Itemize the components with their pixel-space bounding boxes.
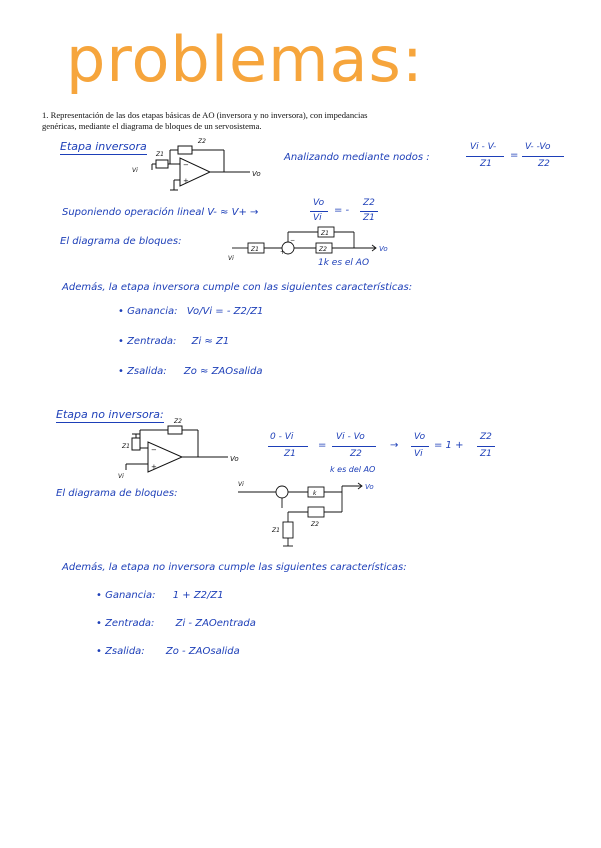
inverting-block-note: 1k es el AO: [318, 258, 370, 268]
ni-eq-den4: Z1: [480, 449, 492, 459]
block-z1-text: Z1: [251, 246, 259, 253]
noninverting-also: Además, la etapa no inversora cumple las siguientes características:: [62, 562, 407, 573]
node-analysis-label: Analizando mediante nodos :: [284, 152, 430, 163]
inv-feature-2-value: Zi ≈ Z1: [191, 336, 230, 347]
block-vi: Vi: [228, 255, 234, 262]
feature-bullet: •: [118, 306, 128, 317]
z2-label: Z2: [174, 418, 182, 425]
ni-feature-1-label: Ganancia:: [105, 590, 156, 601]
block-vo: Vo: [365, 483, 374, 491]
noninverting-block-diagram: [232, 472, 392, 554]
ni-eq-num-left: 0 - Vi: [270, 432, 294, 442]
ni-feature-3-value: Zo - ZAOsalida: [165, 646, 240, 657]
plus-sign: +: [183, 177, 189, 185]
ni-eq-num-right: Vi - Vo: [336, 432, 365, 442]
noninverting-circuit: [118, 418, 258, 480]
ni-eq-bar4: [477, 446, 495, 447]
ni-eq-den3: Vi: [414, 449, 423, 459]
inverting-circuit: [132, 138, 280, 198]
inv-feature-1-label: Ganancia:: [127, 306, 178, 317]
ni-eq-rest: = 1 +: [434, 440, 464, 451]
z2-resistor: [178, 146, 192, 154]
inverting-block-diagram: [226, 220, 396, 272]
ni-eq-bar-right: [332, 446, 376, 447]
z1-label: Z1: [122, 443, 130, 450]
ni-eq-num3: Vo: [414, 432, 426, 442]
z1-label: Z1: [156, 151, 164, 158]
noninverting-block-note: k es del AO: [330, 465, 376, 474]
block-z2: [308, 507, 324, 517]
z1-resistor: [132, 438, 140, 450]
gain-eq-bar2: [360, 211, 378, 212]
sum-minus: −: [290, 237, 296, 244]
page-title: problemas:: [66, 23, 424, 96]
ni-feature-1: [96, 590, 224, 601]
ni-eq-den-right: Z2: [350, 449, 362, 459]
feature-bullet: •: [96, 618, 106, 629]
ni-eq-arrow: →: [390, 440, 399, 451]
summing-junction: [276, 486, 288, 498]
problem-statement-line1: 1. Representación de las dos etapas básicas de AO (inversora y no inversora), con impedancias: [42, 110, 368, 120]
gain-eq-bar: [310, 211, 328, 212]
ni-feature-2-label: Zentrada:: [105, 618, 155, 629]
inv-feature-1: [118, 306, 263, 317]
minus-sign: −: [183, 161, 189, 169]
gain-eq-den2: Z1: [363, 213, 375, 223]
feature-bullet: •: [96, 590, 106, 601]
ni-feature-2: [96, 618, 256, 629]
ni-eq-equals: =: [318, 440, 327, 451]
ni-feature-1-value: 1 + Z2/Z1: [172, 590, 224, 601]
sum-plus: +: [280, 249, 286, 256]
block-z1: [283, 522, 293, 538]
feature-bullet: •: [96, 646, 106, 657]
node-eq-num-left: Vi - V-: [470, 142, 497, 152]
noninverting-heading: Etapa no inversora:: [56, 408, 164, 421]
node-eq-bar-left: [466, 156, 504, 157]
node-eq-den-left: Z1: [480, 159, 492, 169]
block-vo: Vo: [379, 245, 388, 253]
block-z2-text: Z2: [319, 246, 327, 253]
inverting-also: Además, la etapa inversora cumple con las siguientes características:: [62, 282, 413, 293]
z2-label: Z2: [198, 138, 206, 145]
vo-label: Vo: [252, 170, 261, 178]
gain-eq-den: Vi: [313, 213, 322, 223]
plus-sign: +: [151, 463, 157, 471]
ni-eq-num4: Z2: [480, 432, 492, 442]
ni-feature-2-value: Zi - ZAOentrada: [175, 618, 256, 629]
problem-statement-line2: genéricas, mediante el diagrama de bloques de un servosistema.: [42, 121, 262, 131]
block-vi: Vi: [238, 481, 244, 488]
block-k-text: k: [313, 490, 317, 497]
inv-feature-3-value: Zo ≈ ZAOsalida: [183, 366, 263, 377]
gain-eq-equals: = -: [334, 205, 350, 216]
ni-feature-3-label: Zsalida:: [105, 646, 145, 657]
linear-assumption: Suponiendo operación lineal V- ≈ V+ →: [62, 207, 259, 218]
inv-feature-3-label: Zsalida:: [127, 366, 167, 377]
block-z1-fb-text: Z1: [321, 230, 329, 237]
inv-feature-2-label: Zentrada:: [127, 336, 177, 347]
z1-resistor: [156, 160, 168, 168]
block-z2-text: Z2: [311, 521, 319, 528]
vo-label: Vo: [230, 455, 239, 463]
feature-bullet: •: [118, 366, 128, 377]
inverting-block-label: El diagrama de bloques:: [60, 236, 182, 247]
vi-label: Vi: [132, 167, 138, 174]
block-z1-text: Z1: [272, 527, 280, 534]
inv-feature-3: [118, 366, 263, 377]
node-eq-num-right: V- -Vo: [525, 142, 551, 152]
inv-feature-1-value: Vo/Vi = - Z2/Z1: [186, 306, 264, 317]
feature-bullet: •: [118, 336, 128, 347]
minus-sign: −: [151, 446, 157, 454]
node-eq-bar-right: [522, 156, 564, 157]
inverting-heading: Etapa inversora: [60, 140, 147, 153]
gain-eq-num2: Z2: [363, 198, 375, 208]
ni-eq-bar-left: [268, 446, 308, 447]
gain-eq-num: Vo: [313, 198, 325, 208]
vi-label: Vi: [118, 473, 124, 480]
z2-resistor: [168, 426, 182, 434]
inv-feature-2: [118, 336, 229, 347]
noninverting-block-label: El diagrama de bloques:: [56, 488, 178, 499]
ni-eq-den-left: Z1: [284, 449, 296, 459]
node-eq-den-right: Z2: [538, 159, 550, 169]
ni-eq-bar3: [411, 446, 429, 447]
ni-feature-3: [96, 646, 240, 657]
node-eq-equals: =: [510, 150, 519, 161]
